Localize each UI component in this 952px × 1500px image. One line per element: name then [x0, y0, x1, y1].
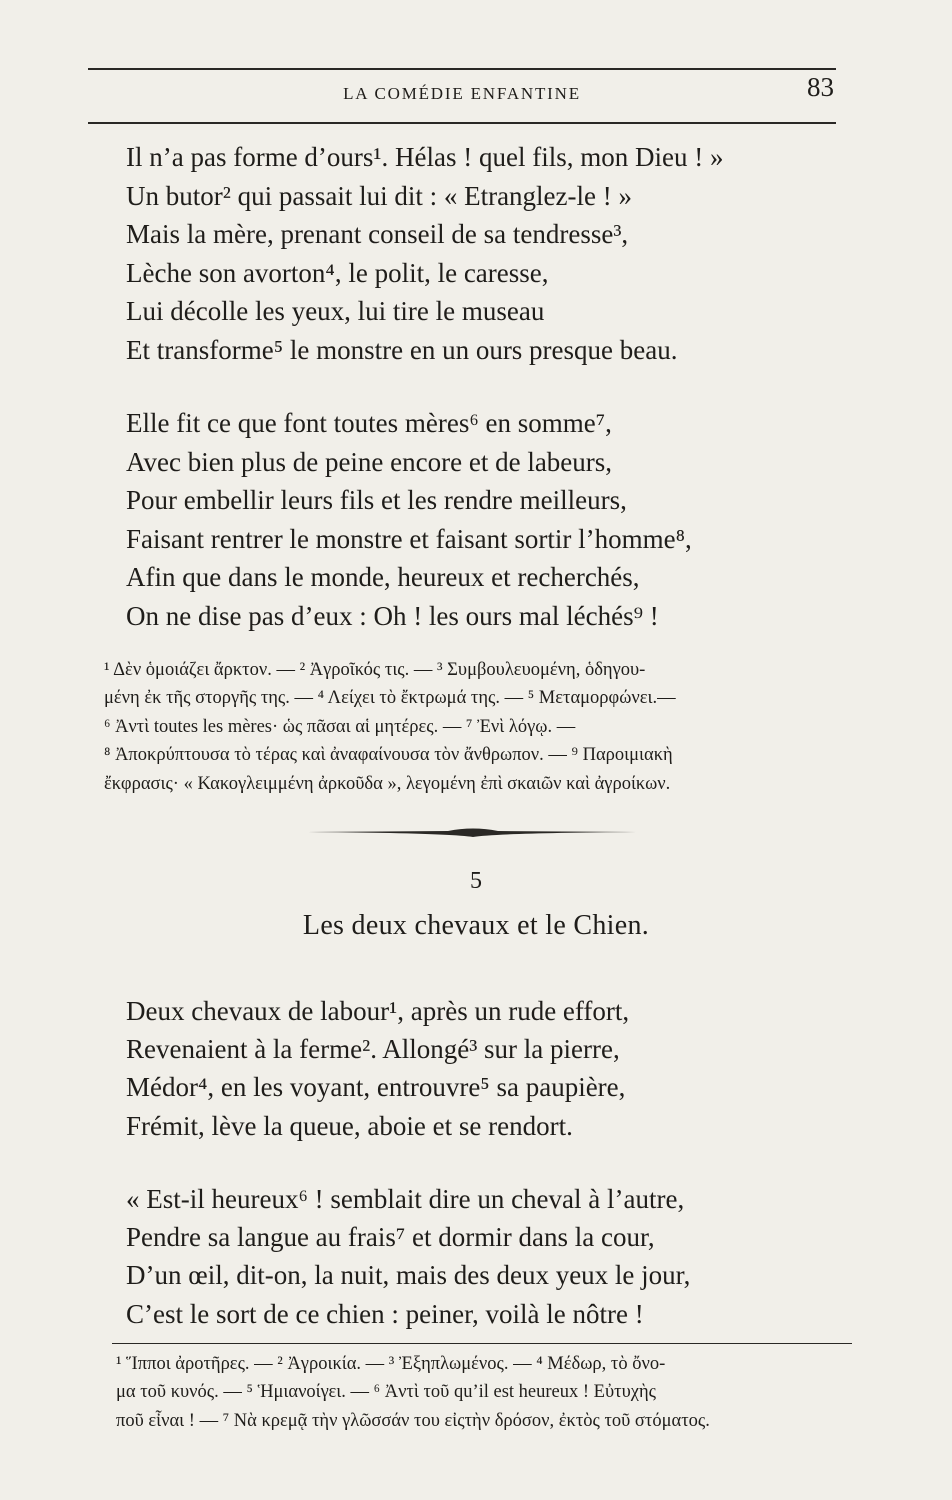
verse-line: « Est-il heureux⁶ ! semblait dire un cheval à l’autre,	[126, 1184, 685, 1214]
verse-line: Faisant rentrer le monstre et faisant sortir l’homme⁸,	[126, 523, 692, 554]
verse-line: Un butor² qui passait lui dit : « Etranglez-le ! »	[126, 180, 632, 211]
footnote-line: μα τοῦ κυνός. — ⁵ Ἡμιανοίγει. — ⁶ Ἀντὶ τοῦ qu’il est heureux ! Εὐτυχὴς	[116, 1382, 656, 1403]
verse-line: Lèche son avorton⁴, le polit, le caresse,	[126, 257, 549, 288]
running-head	[88, 72, 836, 110]
poem-a-footnotes	[104, 656, 848, 798]
footnote-line: ¹ Δὲν ὁμοιάζει ἄρκτον. — ² Ἀγροῖκός τις. — ³ Συμβουλευομένη, ὁδηγου-	[104, 660, 646, 680]
footnote-line: ἔκφρασις· « Κακογλειμμένη ἀρκοῦδα », λεγομένη ἐπὶ σκαιῶν καὶ ἀγροίκων.	[104, 773, 671, 794]
verse-line: Elle fit ce que font toutes mères⁶ en somme⁷,	[126, 408, 612, 438]
verse-line: Médor⁴, en les voyant, entrouvre⁵ sa paupière,	[126, 1072, 626, 1103]
verse-line: Revenaient à la ferme². Allongé³ sur la pierre,	[126, 1034, 620, 1065]
header-top-rule	[88, 68, 836, 70]
footnote-line: ⁸ Ἀποκρύπτουσα τὸ τέρας καὶ ἀναφαίνουσα τὸν ἄνθρωπον. — ⁹ Παροιμιακὴ	[104, 745, 673, 766]
verse-line: On ne dise pas d’eux : Oh ! les ours mal léchés⁹ !	[126, 600, 659, 631]
ornamental-divider	[308, 826, 638, 838]
verse-line: Deux chevaux de labour¹, après un rude effort,	[126, 996, 630, 1026]
poem-number: 5	[470, 868, 482, 894]
verse-line: D’un œil, dit-on, la nuit, mais des deux yeux le jour,	[126, 1260, 691, 1291]
footnote-line: ποῦ εἶναι ! — ⁷ Νὰ κρεμᾷ τὴν γλῶσσάν του εἰςτὴν δρόσον, ἐκτὸς τοῦ στόματος.	[116, 1410, 710, 1431]
header-bottom-rule	[88, 122, 836, 124]
verse-line: Pendre sa langue au frais⁷ et dormir dans la cour,	[126, 1222, 655, 1253]
verse-line: Pour embellir leurs fils et les rendre meilleurs,	[126, 485, 627, 516]
poem-title: Les deux chevaux et le Chien.	[302, 910, 650, 941]
footnote-line: ¹ Ἵπποι ἀροτῆρες. — ² Ἀγροικία. — ³ Ἐξηπλωμένος. — ⁴ Μέδωρ, τὸ ὄνο-	[116, 1354, 666, 1374]
poem-b-footnotes	[116, 1350, 856, 1435]
running-title: LA COMÉDIE ENFANTINE	[343, 84, 581, 103]
page-number: 83	[807, 72, 834, 102]
footnote-line: ⁶ Ἀντὶ toutes les mères· ὡς πᾶσαι αἱ μητέρες. — ⁷ Ἐνὶ λόγῳ. —	[104, 716, 576, 737]
verse-line: Mais la mère, prenant conseil de sa tendresse³,	[126, 219, 629, 250]
verse-line: Avec bien plus de peine encore et de labeurs,	[126, 446, 613, 477]
poem-a-stanza-1	[126, 138, 846, 370]
verse-line: Lui décolle les yeux, lui tire le museau	[126, 296, 545, 327]
verse-line: Frémit, lève la queue, aboie et se rendort.	[126, 1110, 573, 1141]
verse-line: Il n’a pas forme d’ours¹. Hélas ! quel fils, mon Dieu ! »	[126, 142, 724, 172]
verse-line: Et transforme⁵ le monstre en un ours presque beau.	[126, 334, 678, 365]
verse-line: C’est le sort de ce chien : peiner, voilà le nôtre !	[126, 1298, 644, 1329]
footnote-line: μένη ἐκ τῆς στοργῆς της. — ⁴ Λείχει τὸ ἔκτρωμά της. — ⁵ Μεταμορφώνει.—	[104, 688, 676, 709]
poem-b-stanza-1	[126, 992, 846, 1145]
poem-a-stanza-2	[126, 404, 846, 636]
verse-line: Afin que dans le monde, heureux et recherchés,	[126, 562, 640, 593]
footnote-rule	[112, 1343, 852, 1344]
poem-b-stanza-2	[126, 1180, 846, 1333]
